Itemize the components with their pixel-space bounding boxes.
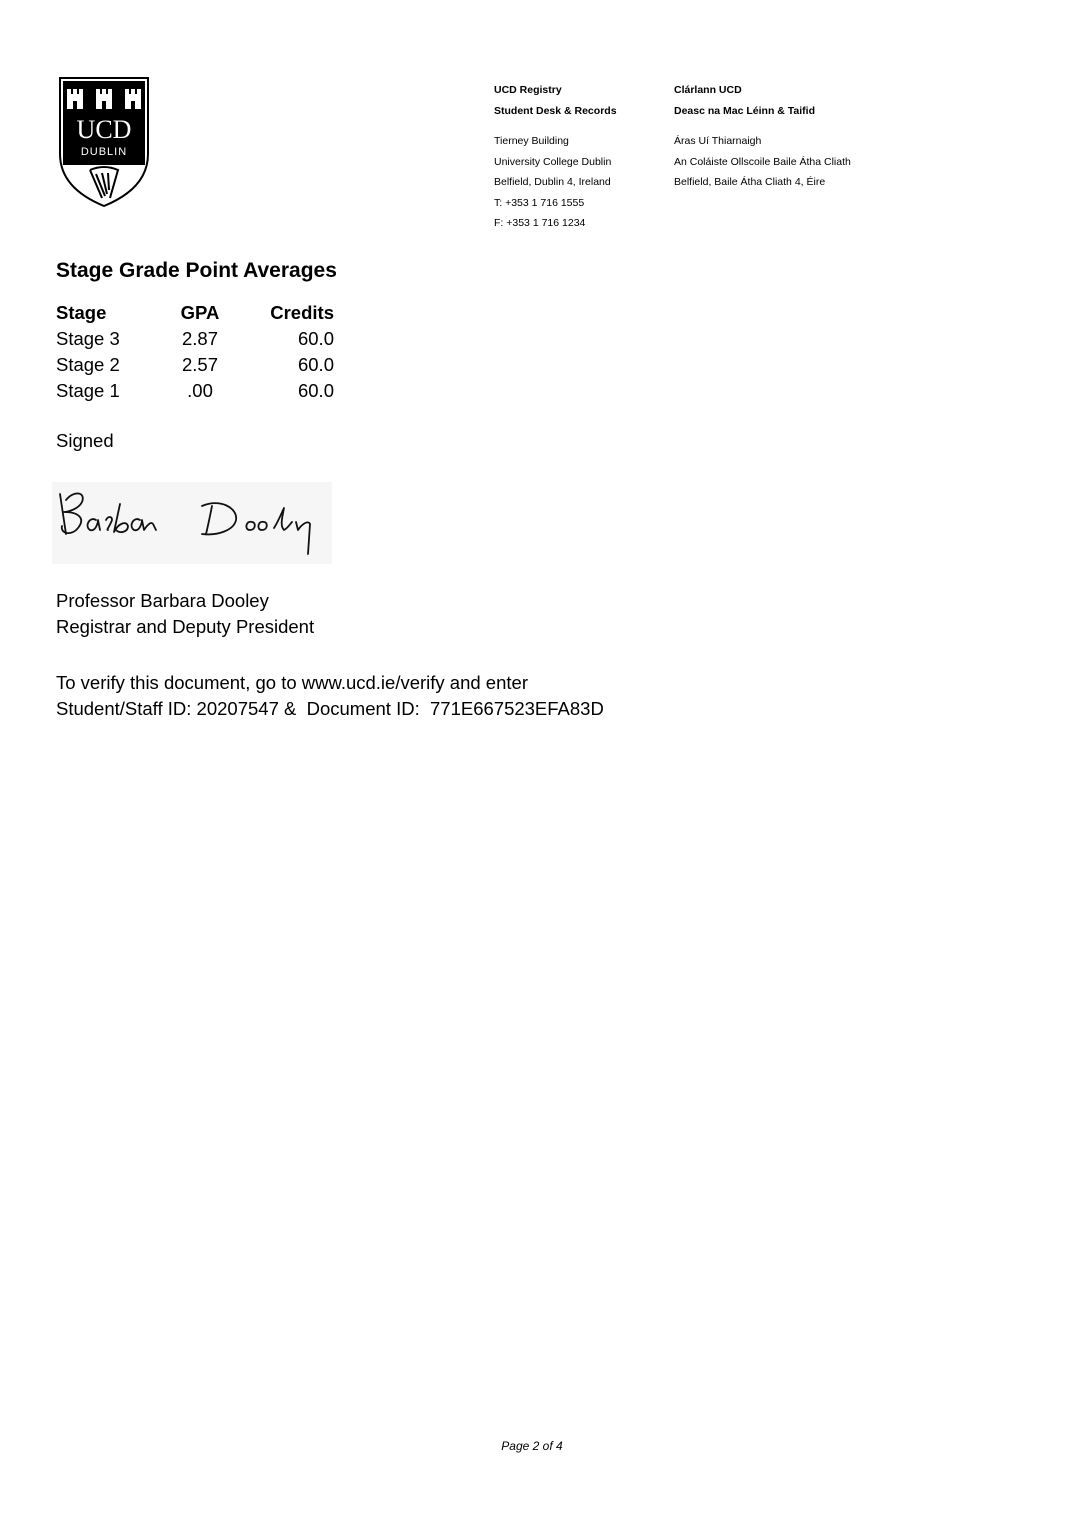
credits-cell: 60.0 <box>297 380 334 401</box>
column-header-stage: Stage <box>56 302 107 323</box>
table-row <box>56 326 334 352</box>
signatory-title: Registrar and Deputy President <box>56 615 315 637</box>
address-line: Deasc na Mac Léinn & Taifid <box>674 104 816 117</box>
gpa-table <box>56 300 334 404</box>
verification-instructions <box>56 670 604 721</box>
address-line: Belfield, Baile Átha Cliath 4, Éire <box>674 176 826 188</box>
gpa-cell: 2.57 <box>181 354 218 375</box>
stage-cell: Stage 2 <box>56 354 120 375</box>
stage-cell: Stage 1 <box>56 380 120 401</box>
signatory-name: Professor Barbara Dooley <box>56 590 269 611</box>
address-line: Tierney Building <box>494 135 569 147</box>
address-line: Student Desk & Records <box>494 104 617 117</box>
section-title: Stage Grade Point Averages <box>56 259 337 282</box>
verify-ids-line: Student/Staff ID: 20207547 & Document ID: 771E667523EFA83D <box>56 697 604 719</box>
gpa-cell: 2.87 <box>181 328 218 349</box>
address-english <box>494 80 617 234</box>
table-header-row <box>56 300 334 326</box>
signed-label: Signed <box>56 430 114 451</box>
table-row <box>56 378 334 404</box>
column-header-credits: Credits <box>270 302 334 323</box>
signature <box>52 482 332 564</box>
address-line: Áras Uí Thiarnaigh <box>674 135 762 147</box>
signatory <box>56 588 314 639</box>
column-header-gpa: GPA <box>180 302 220 323</box>
ucd-dublin-crest-icon <box>58 76 150 208</box>
verify-line: To verify this document, go to www.ucd.ie/verify and enter <box>56 672 528 693</box>
phone-line: T: +353 1 716 1555 <box>494 196 585 209</box>
address-line: University College Dublin <box>494 155 612 168</box>
fax-line: F: +353 1 716 1234 <box>494 217 586 229</box>
address-line: Belfield, Dublin 4, Ireland <box>494 176 611 188</box>
credits-cell: 60.0 <box>297 354 334 375</box>
address-line: Clárlann UCD <box>674 84 742 96</box>
address-irish <box>674 80 851 193</box>
page-number: Page 2 of 4 <box>501 1439 563 1453</box>
stage-cell: Stage 3 <box>56 328 120 349</box>
table-row <box>56 352 334 378</box>
address-line: UCD Registry <box>494 84 562 96</box>
svg-text:UCD: UCD <box>76 115 132 144</box>
credits-cell: 60.0 <box>297 328 334 349</box>
gpa-cell: .00 <box>187 380 213 401</box>
address-line: An Coláiste Ollscoile Baile Átha Cliath <box>674 155 851 168</box>
svg-text:DUBLIN: DUBLIN <box>80 146 128 158</box>
